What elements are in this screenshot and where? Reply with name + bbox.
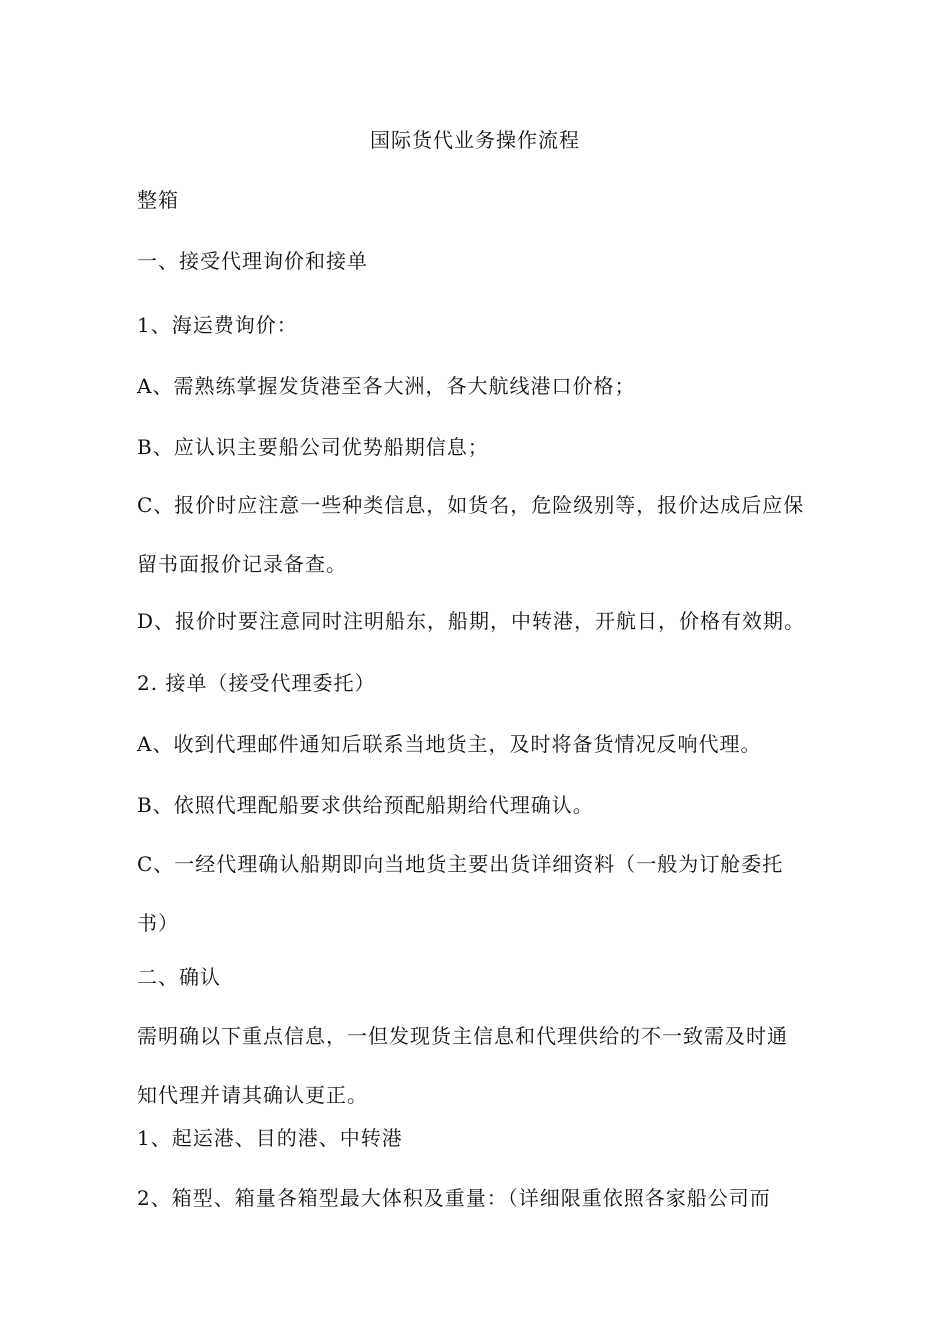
paragraph-line: 一、接受代理询价和接单 — [137, 249, 368, 273]
paragraph-line: 2、箱型、箱量各箱型最大体积及重量：（详细限重依照各家船公司而 — [137, 1186, 771, 1210]
paragraph-line: B、依照代理配船要求供给预配船期给代理确认。 — [137, 793, 594, 817]
paragraph-line: A、收到代理邮件通知后联系当地货主，及时将备货情况反响代理。 — [137, 732, 762, 756]
paragraph-line: D、报价时要注意同时注明船东，船期，中转港，开航日，价格有效期。 — [137, 609, 806, 633]
section-heading-two — [137, 963, 817, 991]
paragraph-line: A、需熟练掌握发货港至各大洲，各大航线港口价格； — [137, 374, 636, 398]
section-heading-full-container — [137, 186, 817, 214]
paragraph-item-2b — [137, 791, 817, 819]
paragraph-line: B、应认识主要船公司优势船期信息； — [137, 435, 489, 459]
paragraph-item-1a — [137, 372, 817, 400]
paragraph-line: C、报价时应注意一些种类信息，如货名，危险级别等，报价达成后应保 — [137, 493, 805, 517]
paragraph-line: 书） — [137, 911, 179, 935]
paragraph-confirm-intro — [137, 1022, 817, 1109]
paragraph-item-2a — [137, 730, 817, 758]
paragraph-item-1d — [137, 607, 817, 635]
paragraph-line: 留书面报价记录备查。 — [137, 552, 347, 576]
paragraph-item-1 — [137, 311, 817, 339]
paragraph-confirm-2 — [137, 1184, 817, 1212]
paragraph-line: 整箱 — [137, 188, 179, 212]
paragraph-line: 知代理并请其确认更正。 — [137, 1083, 368, 1107]
paragraph-confirm-1 — [137, 1124, 817, 1152]
paragraph-item-2 — [137, 669, 817, 697]
paragraph-line: C、一经代理确认船期即向当地货主要出货详细资料（一般为订舱委托 — [137, 852, 784, 876]
document-title: 国际货代业务操作流程 — [370, 128, 580, 152]
paragraph-line: 2. 接单（接受代理委托） — [137, 671, 376, 695]
paragraph-item-1c — [137, 491, 817, 578]
paragraph-line: 需明确以下重点信息，一但发现货主信息和代理供给的不一致需及时通 — [137, 1024, 788, 1048]
paragraph-line: 1、起运港、目的港、中转港 — [137, 1126, 403, 1150]
section-heading-one — [137, 247, 817, 275]
paragraph-item-1b — [137, 433, 817, 461]
paragraph-line: 二、确认 — [137, 965, 221, 989]
paragraph-line: 1、海运费询价： — [137, 313, 298, 337]
paragraph-item-2c — [137, 850, 817, 937]
